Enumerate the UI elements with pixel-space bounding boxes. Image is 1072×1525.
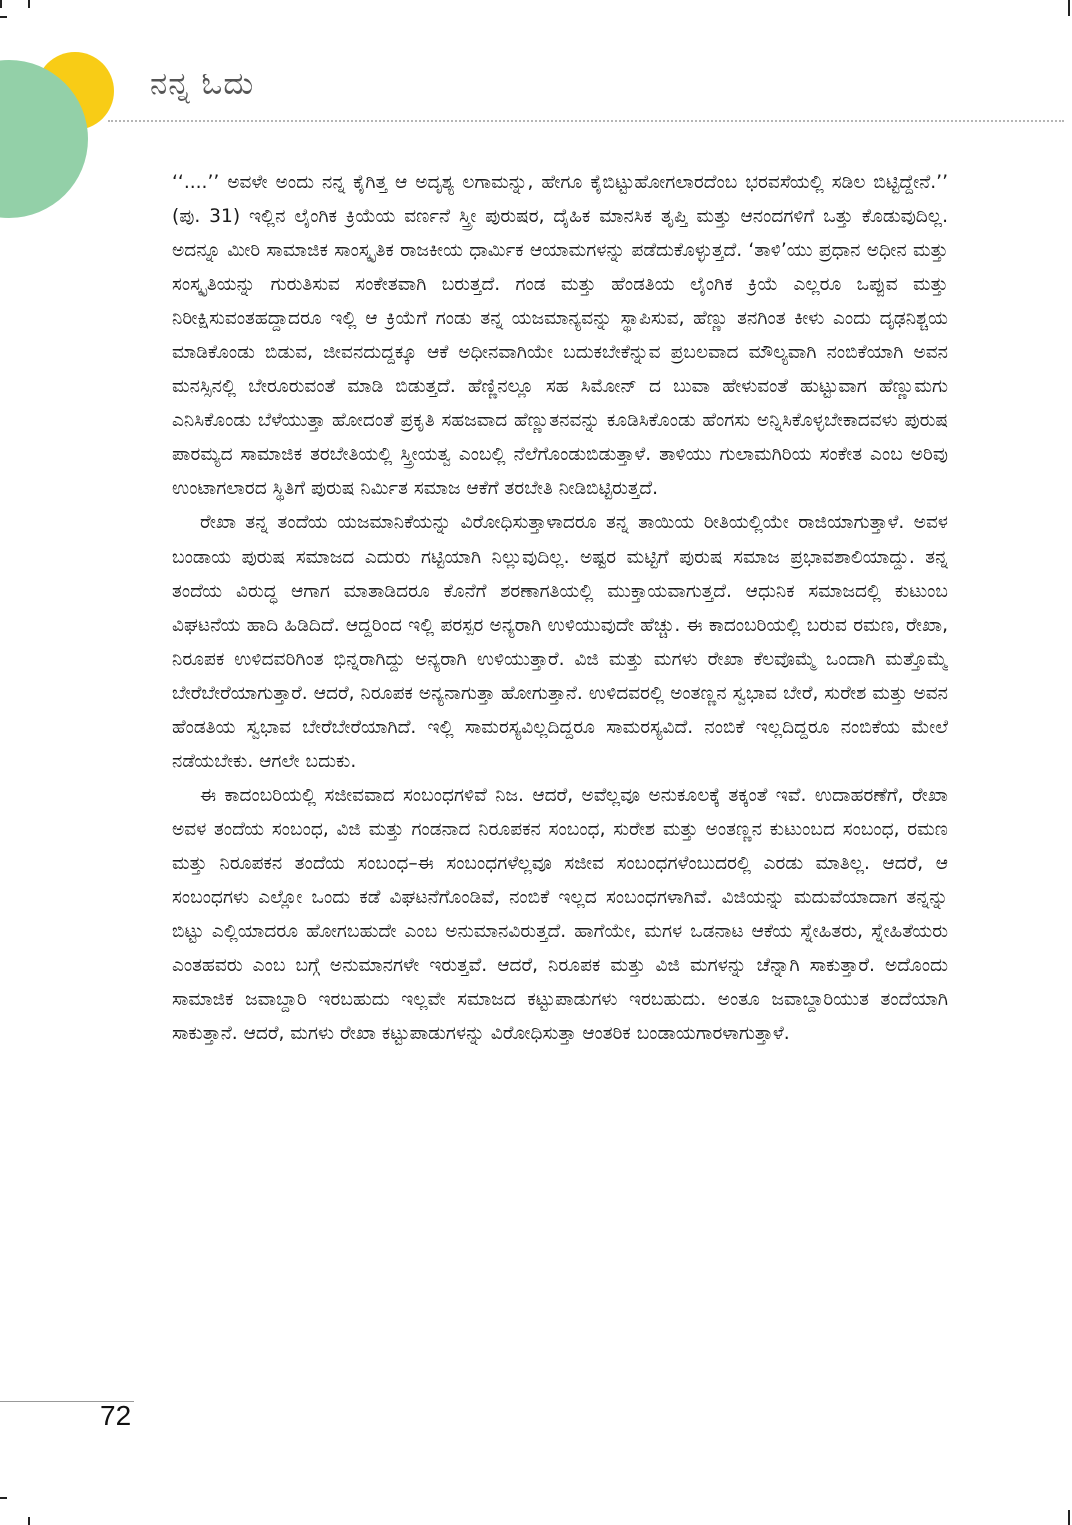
crop-mark-bottom-right [1068,1510,1070,1525]
paragraph-2: ರೇಖಾ ತನ್ನ ತಂದೆಯ ಯಜಮಾನಿಕೆಯನ್ನು ವಿರೋಧಿಸುತ್ತಾಳಾದರೂ ತನ್ನ ತಾಯಿಯ ರೀತಿಯಲ್ಲಿಯೇ ರಾಜಿಯಾಗುತ್ತಾಳೆ. ಅವಳ ಬಂಡಾಯ ಪುರುಷ ಸಮಾಜದ ಎದುರು ಗಟ್ಟಿಯಾಗಿ ನಿಲ್ಲುವುದಿಲ್ಲ. ಅಷ್ಟರ ಮಟ್ಟಿಗೆ ಪುರುಷ ಸಮಾಜ ಪ್ರಭಾವಶಾಲಿಯಾದ್ದು. ತನ್ನ ತಂದೆಯ ವಿರುದ್ಧ ಆಗಾಗ ಮಾತಾಡಿದರೂ ಕೊನೆಗೆ ಶರಣಾಗತಿಯಲ್ಲಿ ಮುಕ್ತಾಯವಾಗುತ್ತದೆ. ಆಧುನಿಕ ಸಮಾಜದಲ್ಲಿ ಕುಟುಂಬ ವಿಘಟನೆಯ ಹಾದಿ ಹಿಡಿದಿದೆ. ಆದ್ದರಿಂದ ಇಲ್ಲಿ ಪರಸ್ಪರ ಅನ್ಯರಾಗಿ ಉಳಿಯುವುದೇ ಹೆಚ್ಚು. ಈ ಕಾದಂಬರಿಯಲ್ಲಿ ಬರುವ ರಮಣ, ರೇಖಾ, ನಿರೂಪಕ ಉಳಿದವರಿಗಿಂತ ಭಿನ್ನರಾಗಿದ್ದು ಅನ್ಯರಾಗಿ ಉಳಿಯುತ್ತಾರೆ. ವಿಜಿ ಮತ್ತು ಮಗಳು ರೇಖಾ ಕೆಲವೊಮ್ಮೆ ಒಂದಾಗಿ ಮತ್ತೊಮ್ಮೆ ಬೇರೆಬೇರೆಯಾಗುತ್ತಾರೆ. ಆದರೆ, ನಿರೂಪಕ ಅನ್ಯನಾಗುತ್ತಾ ಹೋಗುತ್ತಾನೆ. ಉಳಿದವರಲ್ಲಿ ಅಂತಣ್ಣನ ಸ್ವಭಾವ ಬೇರೆ, ಸುರೇಶ ಮತ್ತು ಅವನ ಹೆಂಡತಿಯ ಸ್ವಭಾವ ಬೇರೆಬೇರೆಯಾಗಿದೆ. ಇಲ್ಲಿ ಸಾಮರಸ್ಯವಿಲ್ಲದಿದ್ದರೂ ಸಾಮರಸ್ಯವಿದೆ. ನಂಬಿಕೆ ಇಲ್ಲದಿದ್ದರೂ ನಂಬಿಕೆಯ ಮೇಲೆ ನಡೆಯಬೇಕು. ಆಗಲೇ ಬದುಕು. [172,512,948,772]
article-body [172,166,948,1406]
running-header-title: ನನ್ನ ಓದು [150,66,255,102]
page-number: 72 [100,1400,132,1431]
crop-mark-bottom-left [0,1497,7,1499]
paragraph-3: ಈ ಕಾದಂಬರಿಯಲ್ಲಿ ಸಜೀವವಾದ ಸಂಬಂಧಗಳಿವೆ ನಿಜ. ಆದರೆ, ಅವೆಲ್ಲವೂ ಅನುಕೂಲಕ್ಕೆ ತಕ್ಕಂತೆ ಇವೆ. ಉದಾಹರಣೆಗೆ, ರೇಖಾ ಅವಳ ತಂದೆಯ ಸಂಬಂಧ, ವಿಜಿ ಮತ್ತು ಗಂಡನಾದ ನಿರೂಪಕನ ಸಂಬಂಧ, ಸುರೇಶ ಮತ್ತು ಅಂತಣ್ಣನ ಕುಟುಂಬದ ಸಂಬಂಧ, ರಮಣ ಮತ್ತು ನಿರೂಪಕನ ತಂದೆಯ ಸಂಬಂಧ–ಈ ಸಂಬಂಧಗಳೆಲ್ಲವೂ ಸಜೀವ ಸಂಬಂಧಗಳೆಂಬುದರಲ್ಲಿ ಎರಡು ಮಾತಿಲ್ಲ. ಆದರೆ, ಆ ಸಂಬಂಧಗಳು ಎಲ್ಲೋ ಒಂದು ಕಡೆ ವಿಘಟನೆಗೊಂಡಿವೆ, ನಂಬಿಕೆ ಇಲ್ಲದ ಸಂಬಂಧಗಳಾಗಿವೆ. ವಿಜಿಯನ್ನು ಮದುವೆಯಾದಾಗ ತನ್ನನ್ನು ಬಿಟ್ಟು ಎಲ್ಲಿಯಾದರೂ ಹೋಗಬಹುದೇ ಎಂಬ ಅನುಮಾನವಿರುತ್ತದೆ. ಹಾಗೆಯೇ, ಮಗಳ ಒಡನಾಟ ಆಕೆಯ ಸ್ನೇಹಿತರು, ಸ್ನೇಹಿತೆಯರು ಎಂತಹವರು ಎಂಬ ಬಗ್ಗೆ ಅನುಮಾನಗಳೇ ಇರುತ್ತವೆ. ಆದರೆ, ನಿರೂಪಕ ಮತ್ತು ವಿಜಿ ಮಗಳನ್ನು ಚೆನ್ನಾಗಿ ಸಾಕುತ್ತಾರೆ. ಅದೊಂದು ಸಾಮಾಜಿಕ ಜವಾಬ್ದಾರಿ ಇರಬಹುದು ಇಲ್ಲವೇ ಸಮಾಜದ ಕಟ್ಟುಪಾಡುಗಳು ಇರಬಹುದು. ಅಂತೂ ಜವಾಬ್ದಾರಿಯುತ ತಂದೆಯಾಗಿ ಸಾಕುತ್ತಾನೆ. ಆದರೆ, ಮಗಳು ರೇಖಾ ಕಟ್ಟುಪಾಡುಗಳನ್ನು ವಿರೋಧಿಸುತ್ತಾ ಆಂತರಿಕ ಬಂಡಾಯಗಾರಳಾಗುತ್ತಾಳೆ. [172,784,948,1045]
header-dotted-rule [108,120,1064,122]
crop-mark-bottom-center [28,1517,30,1525]
paragraph-1: ‘‘....’’ ಅವಳೇ ಅಂದು ನನ್ನ ಕೈಗಿತ್ತ ಆ ಅದೃಶ್ಯ ಲಗಾಮನ್ನು, ಹೇಗೂ ಕೈಬಿಟ್ಟುಹೋಗಲಾರದೆಂಬ ಭರವಸೆಯಲ್ಲಿ ಸಡಿಲ ಬಿಟ್ಟಿದ್ದೇನೆ.’’ (ಪು. 31) ಇಲ್ಲಿನ ಲೈಂಗಿಕ ಕ್ರಿಯೆಯ ವರ್ಣನೆ ಸ್ತ್ರೀ ಪುರುಷರ, ದೈಹಿಕ ಮಾನಸಿಕ ತೃಪ್ತಿ ಮತ್ತು ಆನಂದಗಳಿಗೆ ಒತ್ತು ಕೊಡುವುದಿಲ್ಲ. ಅದನ್ನೂ ಮೀರಿ ಸಾಮಾಜಿಕ ಸಾಂಸ್ಕೃತಿಕ ರಾಜಕೀಯ ಧಾರ್ಮಿಕ ಆಯಾಮಗಳನ್ನು ಪಡೆದುಕೊಳ್ಳುತ್ತದೆ. ‘ತಾಳಿ’ಯು ಪ್ರಧಾನ ಅಧೀನ ಮತ್ತು ಸಂಸ್ಕೃತಿಯನ್ನು ಗುರುತಿಸುವ ಸಂಕೇತವಾಗಿ ಬರುತ್ತದೆ. ಗಂಡ ಮತ್ತು ಹೆಂಡತಿಯ ಲೈಂಗಿಕ ಕ್ರಿಯೆ ಎಲ್ಲರೂ ಒಪ್ಪುವ ಮತ್ತು ನಿರೀಕ್ಷಿಸುವಂತಹದ್ದಾದರೂ ಇಲ್ಲಿ ಆ ಕ್ರಿಯೆಗೆ ಗಂಡು ತನ್ನ ಯಜಮಾನ್ಯವನ್ನು ಸ್ಥಾಪಿಸುವ, ಹೆಣ್ಣು ತನಗಿಂತ ಕೀಳು ಎಂದು ದೃಢನಿಶ್ಚಯ ಮಾಡಿಕೊಂಡು ಬಿಡುವ, ಜೀವನದುದ್ದಕ್ಕೂ ಆಕೆ ಅಧೀನವಾಗಿಯೇ ಬದುಕಬೇಕೆನ್ನುವ ಪ್ರಬಲವಾದ ಮೌಲ್ಯವಾಗಿ ನಂಬಿಕೆಯಾಗಿ ಅವನ ಮನಸ್ಸಿನಲ್ಲಿ ಬೇರೂರುವಂತೆ ಮಾಡಿ ಬಿಡುತ್ತದೆ. ಹೆಣ್ಣಿನಲ್ಲೂ ಸಹ ಸಿಮೋನ್ ದ ಬುವಾ ಹೇಳುವಂತೆ ಹುಟ್ಟುವಾಗ ಹೆಣ್ಣುಮಗು ಎನಿಸಿಕೊಂಡು ಬೆಳೆಯುತ್ತಾ ಹೋದಂತೆ ಪ್ರಕೃತಿ ಸಹಜವಾದ ಹೆಣ್ಣುತನವನ್ನು ಕೂಡಿಸಿಕೊಂಡು ಹೆಂಗಸು ಅನ್ನಿಸಿಕೊಳ್ಳಬೇಕಾದವಳು ಪುರುಷ ಪಾರಮ್ಯದ ಸಾಮಾಜಿಕ ತರಬೇತಿಯಲ್ಲಿ ಸ್ತ್ರೀಯತ್ವ ಎಂಬಲ್ಲಿ ನೆಲೆಗೊಂಡುಬಿಡುತ್ತಾಳೆ. ತಾಳಿಯು ಗುಲಾಮಗಿರಿಯ ಸಂಕೇತ ಎಂಬ ಅರಿವು ಉಂಟಾಗಲಾರದ ಸ್ಥಿತಿಗೆ ಪುರುಷ ನಿರ್ಮಿತ ಸಮಾಜ ಆಕೆಗೆ ತರಬೇತಿ ನೀಡಿಬಿಟ್ಟಿರುತ್ತದೆ. [172,172,948,500]
crop-mark-top-left [0,0,2,8]
crop-mark-top-right [1068,0,1070,16]
crop-mark-top-left-side [0,16,7,18]
crop-mark-top-center [28,0,30,8]
